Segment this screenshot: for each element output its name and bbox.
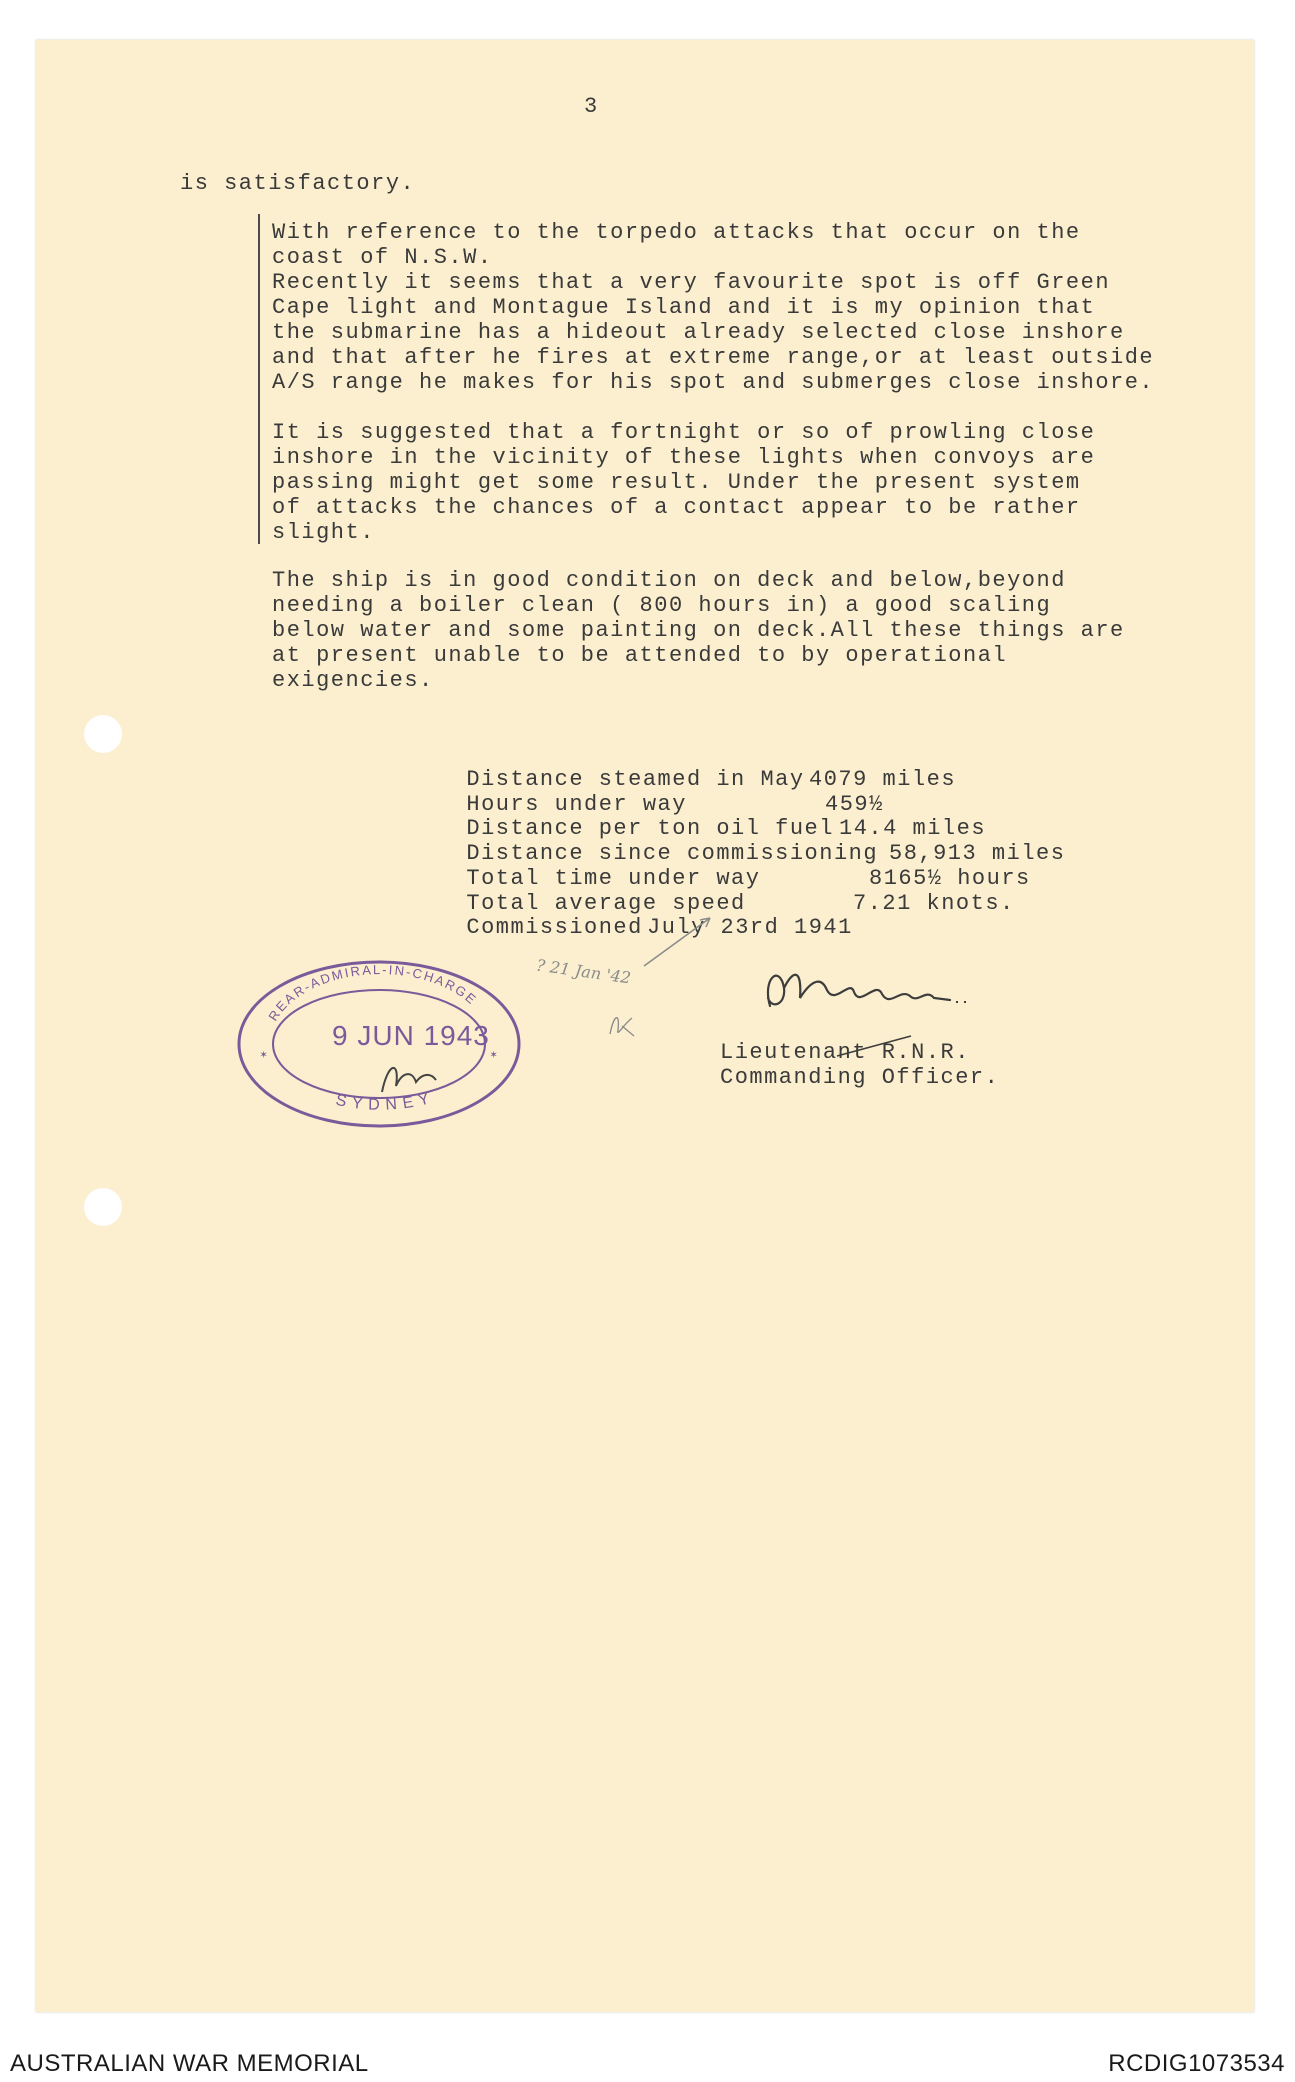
stamp-top-text: REAR-ADMIRAL-IN-CHARGE <box>265 961 481 1024</box>
stat-value: 8165½ hours <box>869 866 1031 891</box>
para1-line: and that after he fires at extreme range,or at least outside <box>272 345 1155 370</box>
para2-line: slight. <box>272 520 375 545</box>
stat-value: 58,913 miles <box>889 841 1066 866</box>
footer-archive-name: AUSTRALIAN WAR MEMORIAL <box>10 2050 369 2077</box>
stat-row-commissioned <box>437 890 853 940</box>
stat-value: 4079 miles <box>809 767 957 792</box>
official-stamp <box>232 952 526 1134</box>
stat-label: Distance steamed in May <box>466 767 805 792</box>
handwritten-annotation: ? 21 Jan '42 <box>535 955 633 988</box>
stat-label: Commissioned <box>466 915 643 940</box>
para2-line: of attacks the chances of a contact appear to be rather <box>272 495 1081 520</box>
paragraph-suggestion <box>272 420 1095 545</box>
para1-line: coast of N.S.W. <box>272 245 493 270</box>
footer-record-id: RCDIG1073534 <box>1108 2050 1285 2077</box>
stamp-initials <box>382 1068 436 1092</box>
para1-line: the submarine has a hideout already selected close inshore <box>272 320 1125 345</box>
stat-label: Distance since commissioning <box>466 841 879 866</box>
para3-line: exigencies. <box>272 668 434 693</box>
stamp-date: 9 JUN 1943 <box>332 1020 490 1051</box>
para1-line: With reference to the torpedo attacks that occur on the <box>272 220 1081 245</box>
stat-label: Total average speed <box>466 891 746 916</box>
stat-label: Total time under way <box>466 866 761 891</box>
punch-hole-top <box>84 715 122 753</box>
stat-value: 7.21 knots. <box>853 891 1015 916</box>
para1-line: A/S range he makes for his spot and submerges close inshore. <box>272 370 1155 395</box>
signature-rank: Lieutenant R.N.R. <box>720 1040 970 1065</box>
signature <box>750 958 1010 1028</box>
para2-line: passing might get some result. Under the present system <box>272 470 1081 495</box>
signature-title: Commanding Officer. <box>720 1065 1000 1090</box>
para3-line: at present unable to be attended to by operational <box>272 643 1008 668</box>
svg-text:SYDNEY <box>334 1089 437 1114</box>
initials-scribble <box>604 1004 644 1044</box>
stat-value: July 23rd 1941 <box>647 915 853 940</box>
paragraph-ship-condition <box>272 568 1125 693</box>
para1-line: Recently it seems that a very favourite spot is off Green <box>272 270 1111 295</box>
para3-line: needing a boiler clean ( 800 hours in) a good scaling <box>272 593 1052 618</box>
stat-label: Distance per ton oil fuel <box>466 816 834 841</box>
stamp-bottom-text: SYDNEY <box>334 1088 438 1114</box>
paragraph-torpedo-attacks <box>272 220 1154 395</box>
annotation-arrow-icon <box>640 910 720 970</box>
para3-line: The ship is in good condition on deck and below,beyond <box>272 568 1066 593</box>
stamp-star-left-icon: ✶ <box>260 1048 268 1062</box>
page-number: 3 <box>584 94 599 119</box>
para1-line: Cape light and Montague Island and it is my opinion that <box>272 295 1096 320</box>
opening-line: is satisfactory. <box>180 171 416 196</box>
stamp-star-right-icon: ✶ <box>490 1048 498 1062</box>
punch-hole-bottom <box>84 1188 122 1226</box>
stat-value: 459½ <box>825 792 884 817</box>
stat-label: Hours under way <box>466 792 687 817</box>
rank-strike <box>835 1030 915 1060</box>
stat-value: 14.4 miles <box>839 816 987 841</box>
para2-line: It is suggested that a fortnight or so of prowling close <box>272 420 1096 445</box>
para3-line: below water and some painting on deck.All these things are <box>272 618 1125 643</box>
para2-line: inshore in the vicinity of these lights when convoys are <box>272 445 1096 470</box>
margin-bar <box>258 214 260 544</box>
